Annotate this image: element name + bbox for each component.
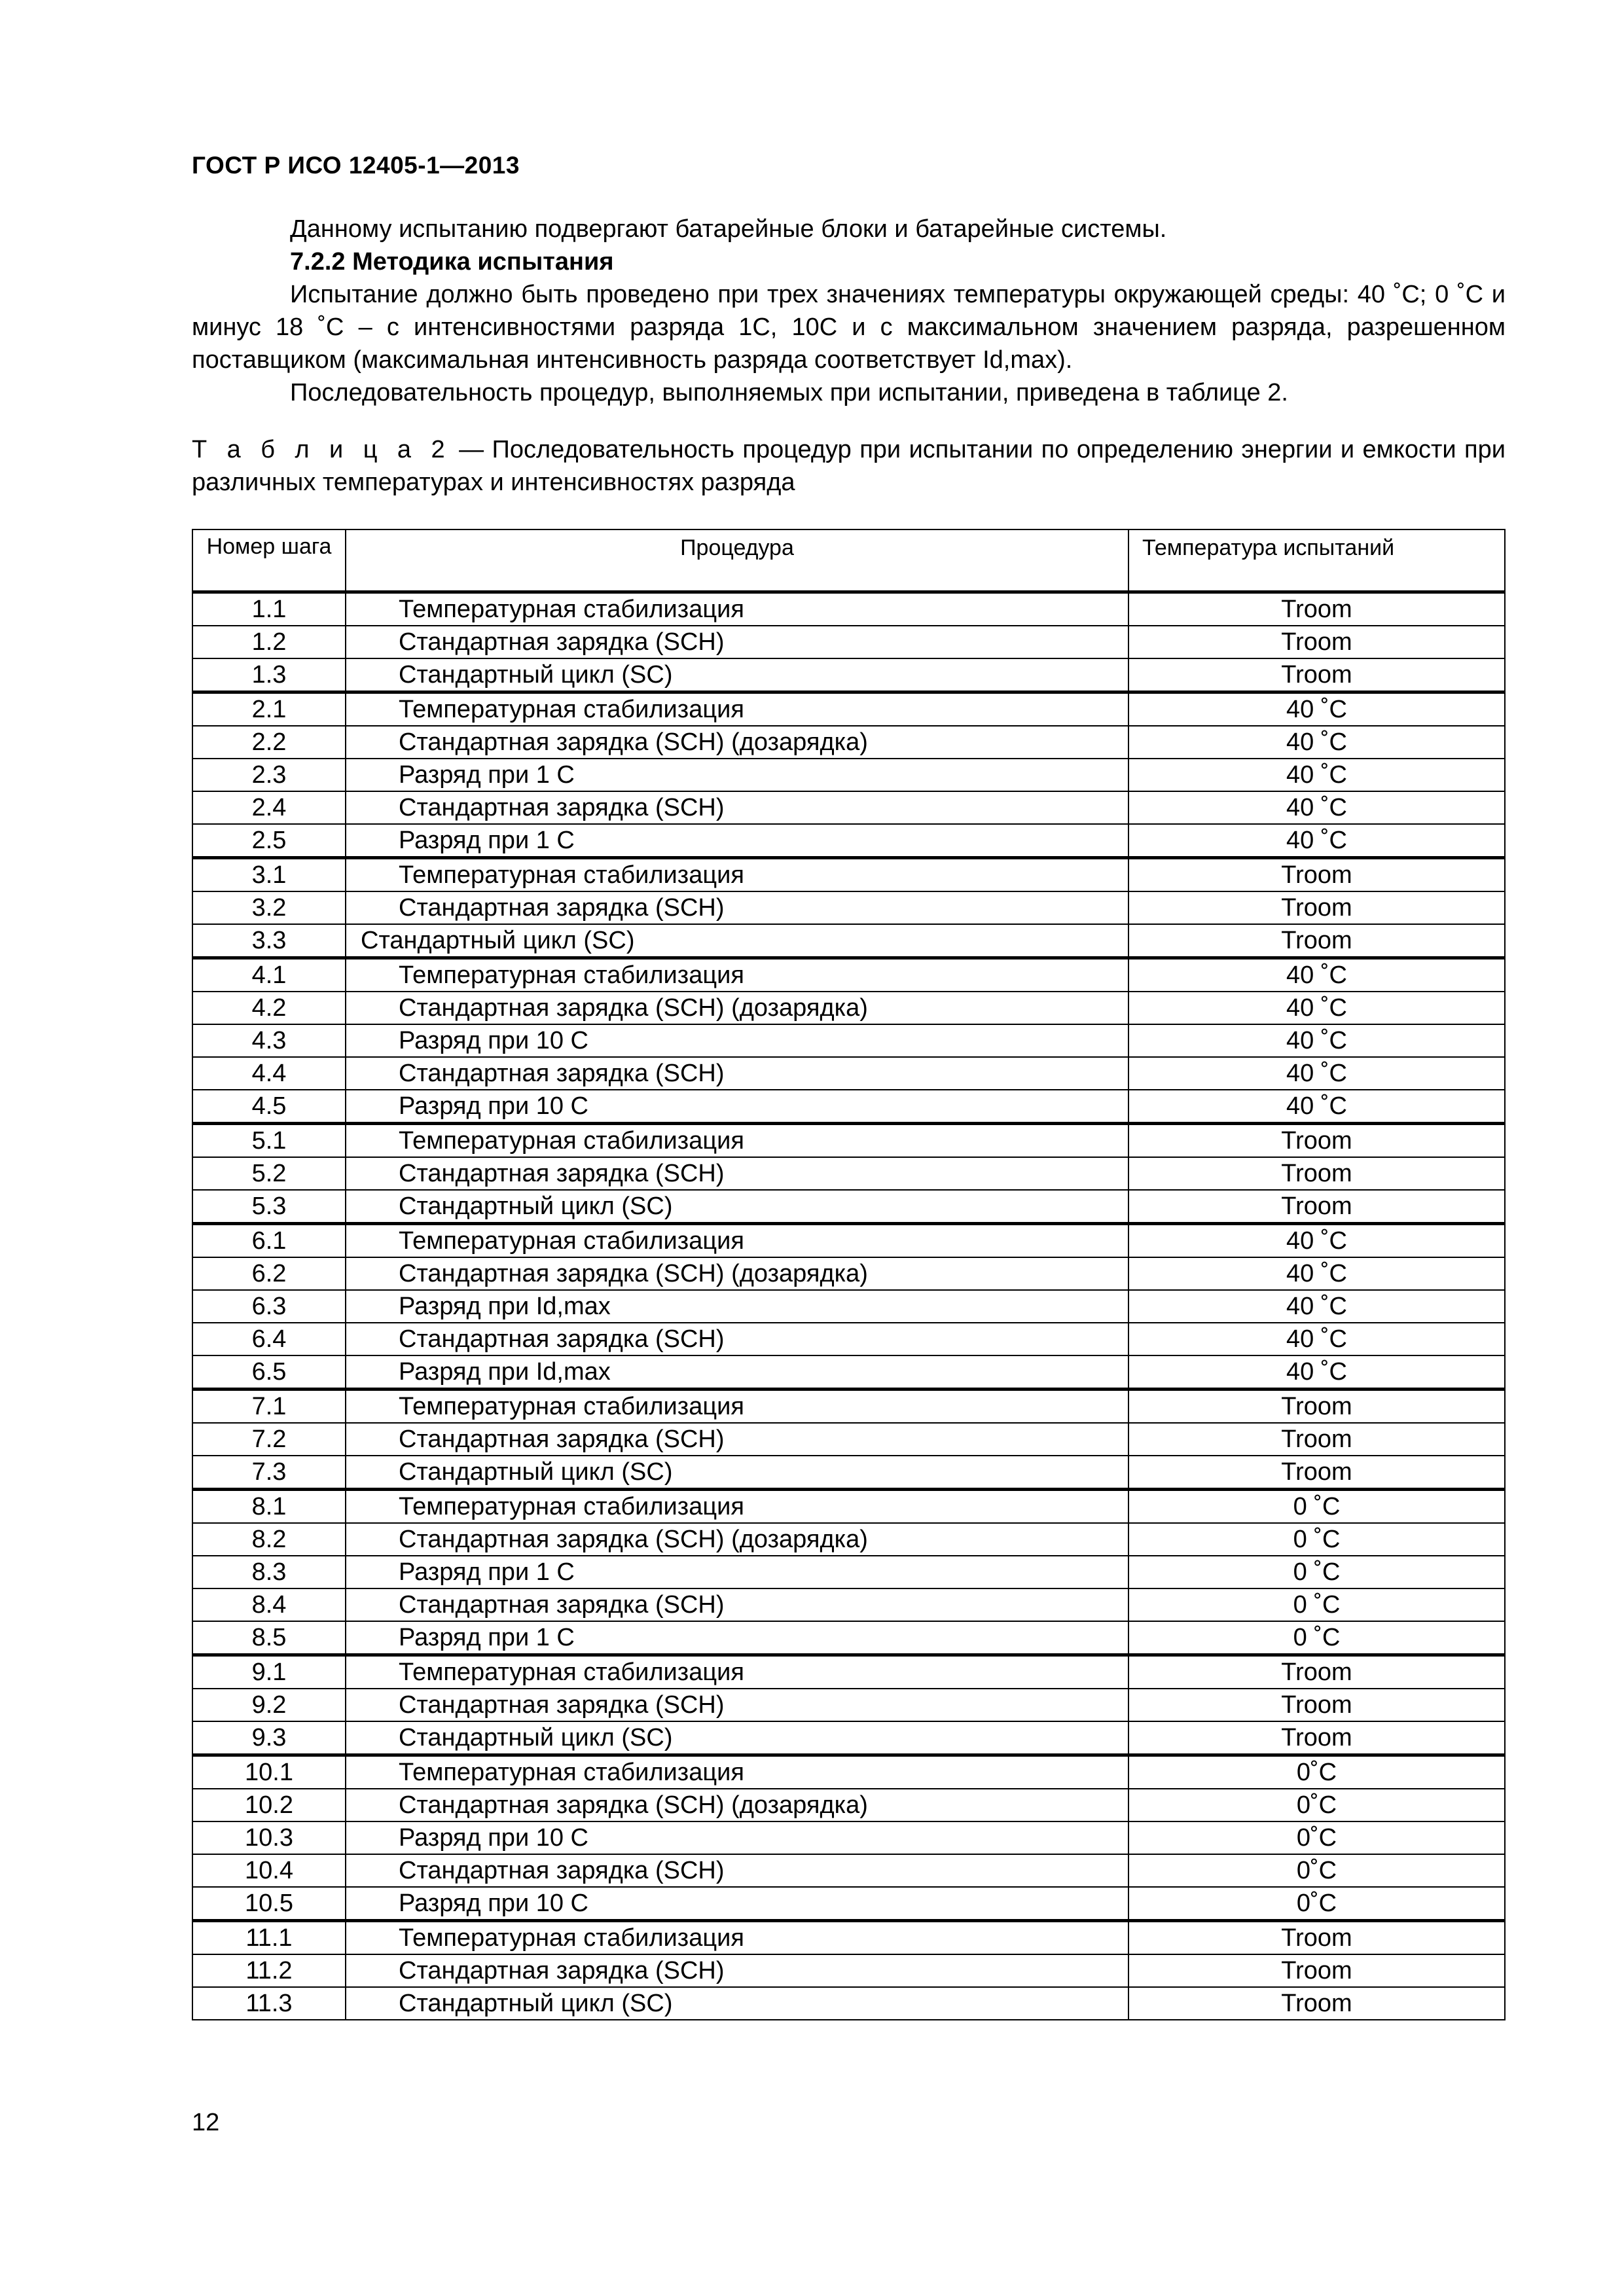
cell-temperature: 0˚С: [1128, 1789, 1505, 1821]
cell-step: 9.2: [192, 1689, 346, 1721]
cell-procedure: Разряд при 10 С: [346, 1821, 1128, 1854]
cell-procedure: Разряд при 10 С: [346, 1887, 1128, 1921]
table-row: [192, 1257, 1505, 1290]
cell-temperature: 40 ˚С: [1128, 1355, 1505, 1390]
cell-temperature: 40 ˚С: [1128, 1057, 1505, 1090]
cell-step: 2.2: [192, 726, 346, 759]
cell-step: 8.1: [192, 1490, 346, 1524]
table-row: [192, 626, 1505, 658]
cell-step: 10.2: [192, 1789, 346, 1821]
cell-procedure: Стандартная зарядка (SCH): [346, 1588, 1128, 1621]
cell-temperature: Troom: [1128, 1390, 1505, 1424]
cell-temperature: Troom: [1128, 1655, 1505, 1689]
cell-temperature: Troom: [1128, 1157, 1505, 1190]
cell-procedure: Разряд при 1 С: [346, 824, 1128, 858]
table-row: [192, 1588, 1505, 1621]
cell-procedure: Стандартная зарядка (SCH): [346, 1854, 1128, 1887]
cell-step: 6.4: [192, 1323, 346, 1355]
table-row: [192, 658, 1505, 692]
cell-step: 10.4: [192, 1854, 346, 1887]
cell-temperature: 40 ˚С: [1128, 992, 1505, 1024]
table-row: [192, 858, 1505, 892]
cell-temperature: 40 ˚С: [1128, 726, 1505, 759]
cell-procedure: Разряд при 10 С: [346, 1090, 1128, 1124]
cell-step: 3.1: [192, 858, 346, 892]
cell-temperature: Troom: [1128, 1190, 1505, 1224]
document-header: ГОСТ Р ИСО 12405-1—2013: [192, 152, 520, 179]
cell-procedure: Стандартный цикл (SC): [346, 1190, 1128, 1224]
cell-procedure: Стандартная зарядка (SCH): [346, 1689, 1128, 1721]
page-number: 12: [192, 2109, 220, 2136]
paragraph-scope: Данному испытанию подвергают батарейные блоки и батарейные системы.: [290, 215, 1167, 243]
header-step: Номер шага: [192, 529, 346, 592]
cell-temperature: 0˚С: [1128, 1755, 1505, 1789]
cell-step: 5.1: [192, 1124, 346, 1158]
cell-temperature: Troom: [1128, 1456, 1505, 1490]
table-row: [192, 1954, 1505, 1987]
cell-procedure: Температурная стабилизация: [346, 1921, 1128, 1955]
cell-procedure: Стандартная зарядка (SCH) (дозарядка): [346, 726, 1128, 759]
cell-step: 7.2: [192, 1423, 346, 1456]
table-row: [192, 759, 1505, 791]
cell-temperature: 40 ˚С: [1128, 1024, 1505, 1057]
cell-procedure: Температурная стабилизация: [346, 592, 1128, 626]
cell-temperature: 40 ˚С: [1128, 791, 1505, 824]
table-row: [192, 1290, 1505, 1323]
table-row: [192, 726, 1505, 759]
table-row: [192, 1224, 1505, 1258]
table-row: [192, 1423, 1505, 1456]
cell-step: 2.5: [192, 824, 346, 858]
paragraph-table-ref: Последовательность процедур, выполняемых при испытании, приведена в таблице 2.: [290, 379, 1288, 406]
cell-temperature: 0 ˚С: [1128, 1588, 1505, 1621]
cell-procedure: Стандартная зарядка (SCH): [346, 1323, 1128, 1355]
cell-temperature: Troom: [1128, 858, 1505, 892]
cell-step: 1.3: [192, 658, 346, 692]
section-text: [192, 213, 1506, 409]
table-row: [192, 1721, 1505, 1755]
table-caption: [192, 433, 1506, 499]
table-row: [192, 1190, 1505, 1224]
cell-temperature: 40 ˚С: [1128, 1323, 1505, 1355]
cell-temperature: Troom: [1128, 1921, 1505, 1955]
cell-procedure: Стандартная зарядка (SCH) (дозарядка): [346, 992, 1128, 1024]
cell-procedure: Стандартный цикл (SC): [346, 1721, 1128, 1755]
cell-step: 4.3: [192, 1024, 346, 1057]
cell-procedure: Температурная стабилизация: [346, 1390, 1128, 1424]
cell-temperature: 40 ˚С: [1128, 759, 1505, 791]
cell-step: 6.1: [192, 1224, 346, 1258]
cell-step: 10.1: [192, 1755, 346, 1789]
table-row: [192, 1523, 1505, 1556]
table-row: [192, 1854, 1505, 1887]
table-caption-text: — Последовательность процедур при испытании по определению энергии и емкости при различных температурах и интенсивностях разряда: [192, 436, 1506, 496]
cell-temperature: Troom: [1128, 891, 1505, 924]
cell-temperature: Troom: [1128, 1423, 1505, 1456]
cell-procedure: Температурная стабилизация: [346, 1655, 1128, 1689]
table-row: [192, 1490, 1505, 1524]
cell-step: 4.5: [192, 1090, 346, 1124]
table-row: [192, 1987, 1505, 2020]
cell-step: 9.1: [192, 1655, 346, 1689]
cell-temperature: 0 ˚С: [1128, 1556, 1505, 1588]
paragraph-method: Испытание должно быть проведено при трех значениях температуры окружающей среды: 40 ˚С; 0 ˚С и минус 18 ˚С – с интенсивностями разряда 1С, 10С и с максимальном значением разряда, разрешенном поставщиком (максимальная интенсивность разряда соответствует Id,max).: [192, 281, 1506, 374]
cell-temperature: Troom: [1128, 1987, 1505, 2020]
table-row: [192, 1024, 1505, 1057]
table-row: [192, 824, 1505, 858]
cell-temperature: Troom: [1128, 1689, 1505, 1721]
cell-temperature: 40 ˚С: [1128, 958, 1505, 992]
cell-step: 5.3: [192, 1190, 346, 1224]
cell-procedure: Стандартный цикл (SC): [346, 1987, 1128, 2020]
cell-step: 9.3: [192, 1721, 346, 1755]
cell-procedure: Стандартная зарядка (SCH): [346, 891, 1128, 924]
cell-procedure: Стандартный цикл (SC): [346, 658, 1128, 692]
cell-step: 1.1: [192, 592, 346, 626]
cell-procedure: Разряд при 10 С: [346, 1024, 1128, 1057]
table-row: [192, 1887, 1505, 1921]
table-caption-label: Т а б л и ц а 2: [192, 436, 451, 463]
cell-temperature: 40 ˚С: [1128, 1257, 1505, 1290]
cell-step: 5.2: [192, 1157, 346, 1190]
cell-step: 11.3: [192, 1987, 346, 2020]
cell-temperature: Troom: [1128, 1721, 1505, 1755]
table-row: [192, 924, 1505, 958]
cell-temperature: 0˚С: [1128, 1854, 1505, 1887]
cell-temperature: 40 ˚С: [1128, 1224, 1505, 1258]
cell-temperature: Troom: [1128, 626, 1505, 658]
cell-temperature: 0 ˚С: [1128, 1523, 1505, 1556]
cell-temperature: 40 ˚С: [1128, 1090, 1505, 1124]
table-row: [192, 958, 1505, 992]
cell-temperature: Troom: [1128, 658, 1505, 692]
cell-procedure: Температурная стабилизация: [346, 1224, 1128, 1258]
header-procedure: Процедура: [346, 529, 1128, 592]
cell-procedure: Стандартная зарядка (SCH): [346, 626, 1128, 658]
cell-procedure: Разряд при Id,max: [346, 1290, 1128, 1323]
subsection-heading: 7.2.2 Методика испытания: [290, 248, 614, 276]
cell-procedure: Стандартная зарядка (SCH): [346, 791, 1128, 824]
cell-step: 7.3: [192, 1456, 346, 1490]
cell-step: 11.2: [192, 1954, 346, 1987]
cell-temperature: 40 ˚С: [1128, 824, 1505, 858]
table-row: [192, 1755, 1505, 1789]
cell-step: 10.5: [192, 1887, 346, 1921]
procedure-table: [192, 529, 1506, 2020]
table-row: [192, 992, 1505, 1024]
cell-step: 8.4: [192, 1588, 346, 1621]
cell-procedure: Стандартная зарядка (SCH) (дозарядка): [346, 1789, 1128, 1821]
cell-temperature: 40 ˚С: [1128, 1290, 1505, 1323]
table-row: [192, 791, 1505, 824]
table-row: [192, 1390, 1505, 1424]
cell-procedure: Разряд при Id,max: [346, 1355, 1128, 1390]
table-row: [192, 1057, 1505, 1090]
cell-step: 7.1: [192, 1390, 346, 1424]
cell-temperature: Troom: [1128, 924, 1505, 958]
cell-procedure: Температурная стабилизация: [346, 958, 1128, 992]
cell-procedure: Стандартная зарядка (SCH) (дозарядка): [346, 1257, 1128, 1290]
cell-step: 8.2: [192, 1523, 346, 1556]
table-row: [192, 1090, 1505, 1124]
table-row: [192, 1456, 1505, 1490]
cell-procedure: Температурная стабилизация: [346, 858, 1128, 892]
cell-procedure: Температурная стабилизация: [346, 1124, 1128, 1158]
cell-step: 2.1: [192, 692, 346, 726]
cell-temperature: 0˚С: [1128, 1887, 1505, 1921]
cell-procedure: Стандартная зарядка (SCH): [346, 1423, 1128, 1456]
table-row: [192, 1621, 1505, 1655]
cell-step: 6.5: [192, 1355, 346, 1390]
header-temperature: Температура испытаний: [1128, 529, 1505, 592]
table-row: [192, 1355, 1505, 1390]
table-row: [192, 692, 1505, 726]
table-row: [192, 1689, 1505, 1721]
cell-procedure: Стандартная зарядка (SCH) (дозарядка): [346, 1523, 1128, 1556]
cell-procedure: Температурная стабилизация: [346, 692, 1128, 726]
cell-temperature: Troom: [1128, 592, 1505, 626]
cell-temperature: 0 ˚С: [1128, 1490, 1505, 1524]
cell-step: 4.4: [192, 1057, 346, 1090]
table-row: [192, 1124, 1505, 1158]
table-row: [192, 592, 1505, 626]
cell-temperature: Troom: [1128, 1124, 1505, 1158]
cell-step: 10.3: [192, 1821, 346, 1854]
cell-step: 2.4: [192, 791, 346, 824]
cell-temperature: 0 ˚С: [1128, 1621, 1505, 1655]
cell-procedure: Температурная стабилизация: [346, 1490, 1128, 1524]
cell-temperature: Troom: [1128, 1954, 1505, 1987]
cell-procedure: Стандартный цикл (SC): [346, 1456, 1128, 1490]
cell-procedure: Стандартная зарядка (SCH): [346, 1157, 1128, 1190]
table-row: [192, 891, 1505, 924]
table-row: [192, 1655, 1505, 1689]
cell-step: 11.1: [192, 1921, 346, 1955]
cell-step: 1.2: [192, 626, 346, 658]
cell-temperature: 0˚С: [1128, 1821, 1505, 1854]
cell-procedure: Разряд при 1 С: [346, 1556, 1128, 1588]
cell-procedure: Разряд при 1 С: [346, 1621, 1128, 1655]
table-row: [192, 1921, 1505, 1955]
cell-procedure: Температурная стабилизация: [346, 1755, 1128, 1789]
cell-step: 2.3: [192, 759, 346, 791]
cell-step: 6.2: [192, 1257, 346, 1290]
table-header-row: [192, 529, 1505, 592]
cell-procedure: Стандартный цикл (SC): [346, 924, 1128, 958]
cell-step: 4.1: [192, 958, 346, 992]
table-row: [192, 1157, 1505, 1190]
table-row: [192, 1789, 1505, 1821]
cell-step: 8.5: [192, 1621, 346, 1655]
cell-step: 4.2: [192, 992, 346, 1024]
cell-procedure: Стандартная зарядка (SCH): [346, 1057, 1128, 1090]
cell-temperature: 40 ˚С: [1128, 692, 1505, 726]
cell-step: 3.3: [192, 924, 346, 958]
cell-step: 3.2: [192, 891, 346, 924]
cell-step: 6.3: [192, 1290, 346, 1323]
cell-step: 8.3: [192, 1556, 346, 1588]
cell-procedure: Разряд при 1 С: [346, 759, 1128, 791]
cell-procedure: Стандартная зарядка (SCH): [346, 1954, 1128, 1987]
table-row: [192, 1821, 1505, 1854]
table-row: [192, 1323, 1505, 1355]
table-row: [192, 1556, 1505, 1588]
